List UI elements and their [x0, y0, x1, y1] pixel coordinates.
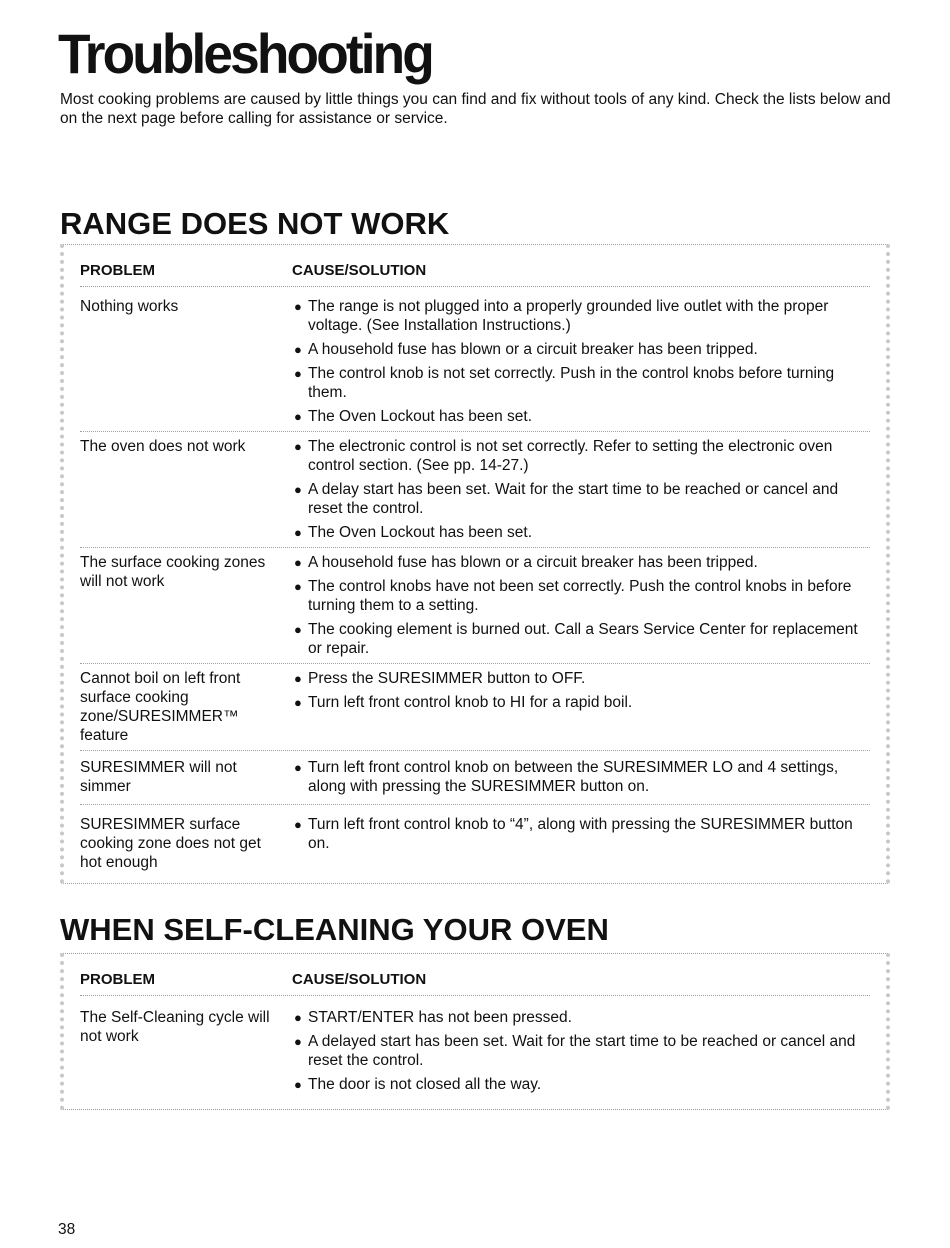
column-header-cause: CAUSE/SOLUTION [292, 971, 427, 988]
cause-item: ● Turn left front control knob to HI for a rapid boil. [294, 694, 633, 711]
cause-cell [292, 1008, 870, 1094]
problem-cell: SURESIMMER will not simmer [80, 759, 237, 795]
cause-item: ● START/ENTER has not been pressed. [294, 1009, 572, 1026]
cause-item: ● The cooking element is burned out. Call a Sears Service Center for replacement or repair. [294, 621, 858, 657]
bullet-icon: ● [294, 695, 302, 710]
cause-item: ● The control knobs have not been set correctly. Push the control knobs in before turning them to a setting. [294, 578, 852, 614]
table-row [80, 287, 870, 432]
cause-item: ● Turn left front control knob on between the SURESIMMER LO and 4 settings, along with pressing the SURESIMMER button on. [294, 759, 839, 795]
bullet-icon: ● [294, 342, 302, 357]
bullet-icon: ● [294, 1077, 302, 1092]
column-header-problem: PROBLEM [80, 971, 155, 988]
problem-cell: The oven does not work [80, 438, 246, 455]
problem-cell: Cannot boil on left front surface cooking zone/SURESIMMER™ feature [80, 670, 241, 744]
bullet-icon: ● [294, 525, 302, 540]
cause-item: ● A household fuse has blown or a circuit breaker has been tripped. [294, 554, 758, 571]
column-header-problem: PROBLEM [80, 262, 155, 279]
bullet-icon: ● [294, 439, 302, 454]
cause-item: ● The Oven Lockout has been set. [294, 408, 533, 425]
cause-item: ● A delayed start has been set. Wait for the start time to be reached or cancel and reset the control. [294, 1033, 856, 1069]
range-troubleshooting-table [60, 244, 890, 884]
cause-cell [292, 437, 870, 542]
self-cleaning-troubleshooting-table [60, 953, 890, 1110]
bullet-icon: ● [294, 760, 302, 775]
cause-cell [292, 297, 870, 426]
intro-paragraph: Most cooking problems are caused by little things you can find and fix without tools of any kind. Check the lists below and on the next page before calling for assistance or service. [60, 91, 891, 127]
table-row [80, 805, 870, 880]
cause-item: ● A delay start has been set. Wait for the start time to be reached or cancel and reset the control. [294, 481, 839, 517]
table-row [80, 996, 870, 1102]
problem-cell: The Self-Cleaning cycle will not work [80, 1009, 270, 1045]
bullet-icon: ● [294, 671, 302, 686]
cause-cell [292, 815, 870, 872]
section-heading-self-cleaning: WHEN SELF-CLEANING YOUR OVEN [60, 912, 609, 947]
table-row [80, 432, 870, 548]
cause-cell [292, 553, 870, 658]
table-header [80, 954, 870, 996]
problem-cell: Nothing works [80, 298, 179, 315]
bullet-icon: ● [294, 555, 302, 570]
bullet-icon: ● [294, 579, 302, 594]
bullet-icon: ● [294, 622, 302, 637]
cause-cell [292, 669, 870, 745]
bullet-icon: ● [294, 1034, 302, 1049]
table-row [80, 751, 870, 805]
cause-item: ● The Oven Lockout has been set. [294, 524, 533, 541]
cause-item: ● The control knob is not set correctly. Push in the control knobs before turning them. [294, 365, 835, 401]
cause-item: ● A household fuse has blown or a circuit breaker has been tripped. [294, 341, 758, 358]
page-title: Troubleshooting [58, 22, 432, 85]
table-row [80, 548, 870, 664]
cause-item: ● The electronic control is not set correctly. Refer to setting the electronic oven control section. (See pp. 14-27.) [294, 438, 833, 474]
problem-cell: SURESIMMER surface cooking zone does not get hot enough [80, 816, 261, 871]
cause-item: ● The range is not plugged into a properly grounded live outlet with the proper voltage. (See Installation Instructions.) [294, 298, 829, 334]
bullet-icon: ● [294, 482, 302, 497]
page-number: 38 [58, 1221, 76, 1238]
cause-cell [292, 758, 870, 796]
problem-cell: The surface cooking zones will not work [80, 554, 266, 590]
cause-item: ● The door is not closed all the way. [294, 1076, 542, 1093]
bullet-icon: ● [294, 366, 302, 381]
table-row [80, 664, 870, 751]
bullet-icon: ● [294, 299, 302, 314]
table-header [80, 245, 870, 287]
cause-item: ● Press the SURESIMMER button to OFF. [294, 670, 586, 687]
bullet-icon: ● [294, 409, 302, 424]
cause-item: ● Turn left front control knob to “4”, along with pressing the SURESIMMER button on. [294, 816, 853, 852]
bullet-icon: ● [294, 1010, 302, 1025]
bullet-icon: ● [294, 817, 302, 832]
column-header-cause: CAUSE/SOLUTION [292, 262, 427, 279]
section-heading-range-does-not-work: RANGE DOES NOT WORK [60, 206, 450, 241]
